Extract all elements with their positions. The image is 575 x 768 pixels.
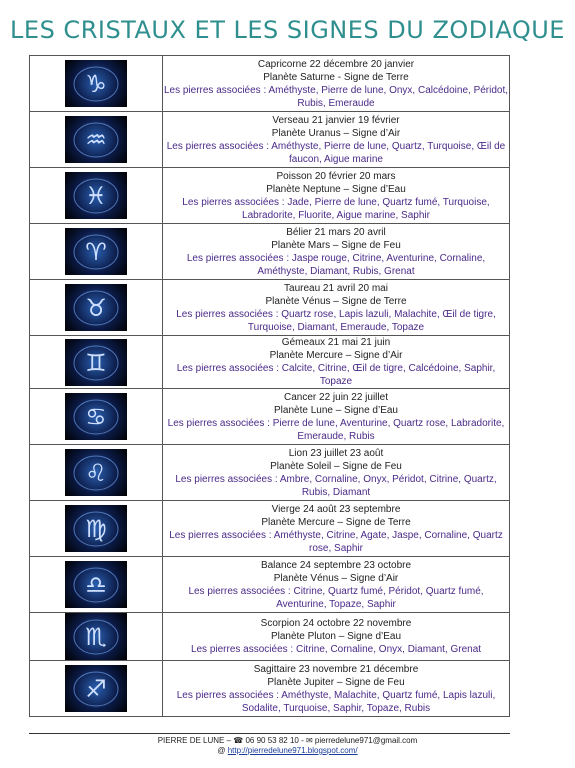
pisces-icon [65, 172, 127, 219]
footer-link-row [0, 746, 575, 756]
sign-info-cell [163, 501, 510, 557]
sign-planet: Planète Lune – Signe d’Eau [274, 404, 398, 416]
sign-stones: Les pierres associées : Pierre de lune, Aventurine, Quartz rose, Labradorite, Emeraude, Rubis [167, 417, 505, 442]
sign-stones: Les pierres associées : Calcite, Citrine, Œil de tigre, Calcédoine, Saphir, Topaze [176, 363, 496, 387]
sign-stones: Les pierres associées : Améthyste, Pierre de lune, Quartz, Turquoise, Œil de faucon, Aigue marine [166, 140, 506, 165]
zodiac-row [30, 336, 510, 389]
zodiac-row [30, 557, 510, 613]
page-title: LES CRISTAUX ET LES SIGNES DU ZODIAQUE [10, 16, 565, 44]
virgo-icon [65, 505, 127, 552]
sign-planet: Planète Mercure – Signe de Terre [261, 516, 411, 528]
zodiac-row [30, 56, 510, 112]
scorpio-icon [65, 613, 127, 660]
sign-info-cell [163, 56, 510, 112]
sign-dates: Balance 24 septembre 23 octobre [260, 559, 412, 571]
zodiac-row [30, 389, 510, 445]
svg-text:♑: ♑ [85, 70, 107, 98]
sign-stones: Les pierres associées : Citrine, Cornaline, Onyx, Diamant, Grenat [190, 644, 482, 655]
svg-text:♓: ♓ [85, 182, 107, 210]
sign-image-cell [30, 661, 163, 717]
cancer-icon [65, 393, 127, 440]
sign-stones: Les pierres associées : Citrine, Quartz fumé, Péridot, Quartz fumé, Aventurine, Topaze, Saphir [188, 585, 484, 610]
svg-text:♏: ♏ [85, 623, 107, 651]
sign-dates: Sagittaire 23 novembre 21 décembre [253, 663, 419, 675]
sign-planet: Planète Neptune – Signe d’Eau [266, 183, 406, 195]
sign-image-cell [30, 112, 163, 168]
sign-info-cell [163, 336, 510, 389]
taurus-icon [65, 284, 127, 331]
zodiac-row [30, 112, 510, 168]
gemini-icon [65, 339, 127, 386]
svg-text:♋: ♋ [85, 403, 107, 431]
sign-image-cell [30, 557, 163, 613]
leo-icon [65, 449, 127, 496]
aquarius-icon [65, 116, 127, 163]
svg-text:♈: ♈ [85, 238, 107, 266]
sign-info-cell [163, 280, 510, 336]
sign-dates: Verseau 21 janvier 19 février [272, 114, 400, 126]
sign-stones: Les pierres associées : Améthyste, Pierre de lune, Onyx, Calcédoine, Péridot, Rubis, Emeraude [163, 84, 509, 109]
zodiac-row [30, 168, 510, 224]
sign-image-cell [30, 445, 163, 501]
svg-text:♐: ♐ [85, 675, 107, 703]
sign-planet: Planète Vénus – Signe de Terre [265, 295, 407, 307]
sign-image-cell [30, 168, 163, 224]
sign-dates: Scorpion 24 octobre 22 novembre [260, 618, 412, 629]
zodiac-table [29, 55, 510, 717]
svg-text:♒: ♒ [85, 126, 107, 154]
sign-stones: Les pierres associées : Ambre, Cornaline, Onyx, Péridot, Citrine, Quartz, Rubis, Diamant [175, 473, 497, 498]
sign-stones: Les pierres associées : Améthyste, Citrine, Agate, Jaspe, Cornaline, Quartz rose, Saphir [169, 529, 503, 554]
svg-text:♌: ♌ [85, 459, 107, 487]
sign-planet: Planète Mars – Signe de Feu [271, 239, 401, 251]
sign-dates: Cancer 22 juin 22 juillet [284, 391, 388, 403]
sign-stones: Les pierres associées : Améthyste, Malachite, Quartz fumé, Lapis lazuli, Sodalite, Turquoise, Saphir, Topaze, Rubis [176, 689, 496, 714]
sign-dates: Capricorne 22 décembre 20 janvier [257, 58, 415, 70]
zodiac-row [30, 280, 510, 336]
sign-image-cell [30, 336, 163, 389]
sign-image-cell [30, 389, 163, 445]
sign-stones: Les pierres associées : Jaspe rouge, Citrine, Aventurine, Cornaline, Améthyste, Diamant, Rubis, Grenat [186, 252, 486, 277]
sign-image-cell [30, 224, 163, 280]
sign-dates: Taureau 21 avril 20 mai [284, 282, 388, 294]
sign-info-cell [163, 613, 510, 661]
zodiac-row [30, 613, 510, 661]
sign-planet: Planète Soleil – Signe de Feu [270, 460, 402, 472]
svg-text:♎: ♎ [85, 571, 107, 599]
libra-icon [65, 561, 127, 608]
sign-info-cell [163, 661, 510, 717]
sagittarius-icon [65, 665, 127, 712]
sign-info-cell [163, 445, 510, 501]
svg-text:♍: ♍ [85, 515, 107, 543]
sign-image-cell [30, 501, 163, 557]
sign-stones: Les pierres associées : Jade, Pierre de lune, Quartz fumé, Turquoise, Labradorite, Fluorite, Aigue marine, Saphir [182, 196, 490, 221]
sign-info-cell [163, 168, 510, 224]
sign-planet: Planète Pluton – Signe d’Eau [270, 631, 402, 642]
link-icon: @ [217, 746, 228, 755]
capricorn-icon [65, 60, 127, 107]
aries-icon [65, 228, 127, 275]
sign-stones: Les pierres associées : Quartz rose, Lapis lazuli, Malachite, Œil de tigre, Turquoise, Diamant, Emeraude, Topaze [176, 308, 496, 333]
sign-dates: Lion 23 juillet 23 août [288, 447, 384, 459]
sign-planet: Planète Saturne - Signe de Terre [263, 71, 409, 83]
sign-info-cell [163, 224, 510, 280]
sign-dates: Poisson 20 février 20 mars [276, 170, 396, 182]
sign-info-cell [163, 557, 510, 613]
blog-link[interactable]: http://pierredelune971.blogspot.com/ [227, 746, 358, 755]
sign-planet: Planète Mercure – Signe d’Air [269, 350, 403, 361]
sign-planet: Planète Vénus – Signe d’Air [273, 572, 399, 584]
sign-info-cell [163, 112, 510, 168]
footer-contact: PIERRE DE LUNE – ☎ 06 90 53 82 10 - ✉ pierredelune971@gmail.com [157, 736, 418, 745]
sign-dates: Vierge 24 août 23 septembre [271, 503, 401, 515]
sign-info-cell [163, 389, 510, 445]
sign-planet: Planète Jupiter – Signe de Feu [267, 676, 405, 688]
sign-image-cell [30, 280, 163, 336]
zodiac-row [30, 661, 510, 717]
svg-text:♊: ♊ [85, 348, 107, 377]
sign-planet: Planète Uranus – Signe d’Air [271, 127, 401, 139]
zodiac-row [30, 224, 510, 280]
svg-text:♉: ♉ [85, 294, 107, 322]
sign-dates: Bélier 21 mars 20 avril [286, 226, 386, 238]
sign-image-cell [30, 613, 163, 661]
footer-divider [29, 733, 510, 734]
sign-image-cell [30, 56, 163, 112]
zodiac-row [30, 501, 510, 557]
sign-dates: Gémeaux 21 mai 21 juin [281, 337, 391, 348]
zodiac-row [30, 445, 510, 501]
